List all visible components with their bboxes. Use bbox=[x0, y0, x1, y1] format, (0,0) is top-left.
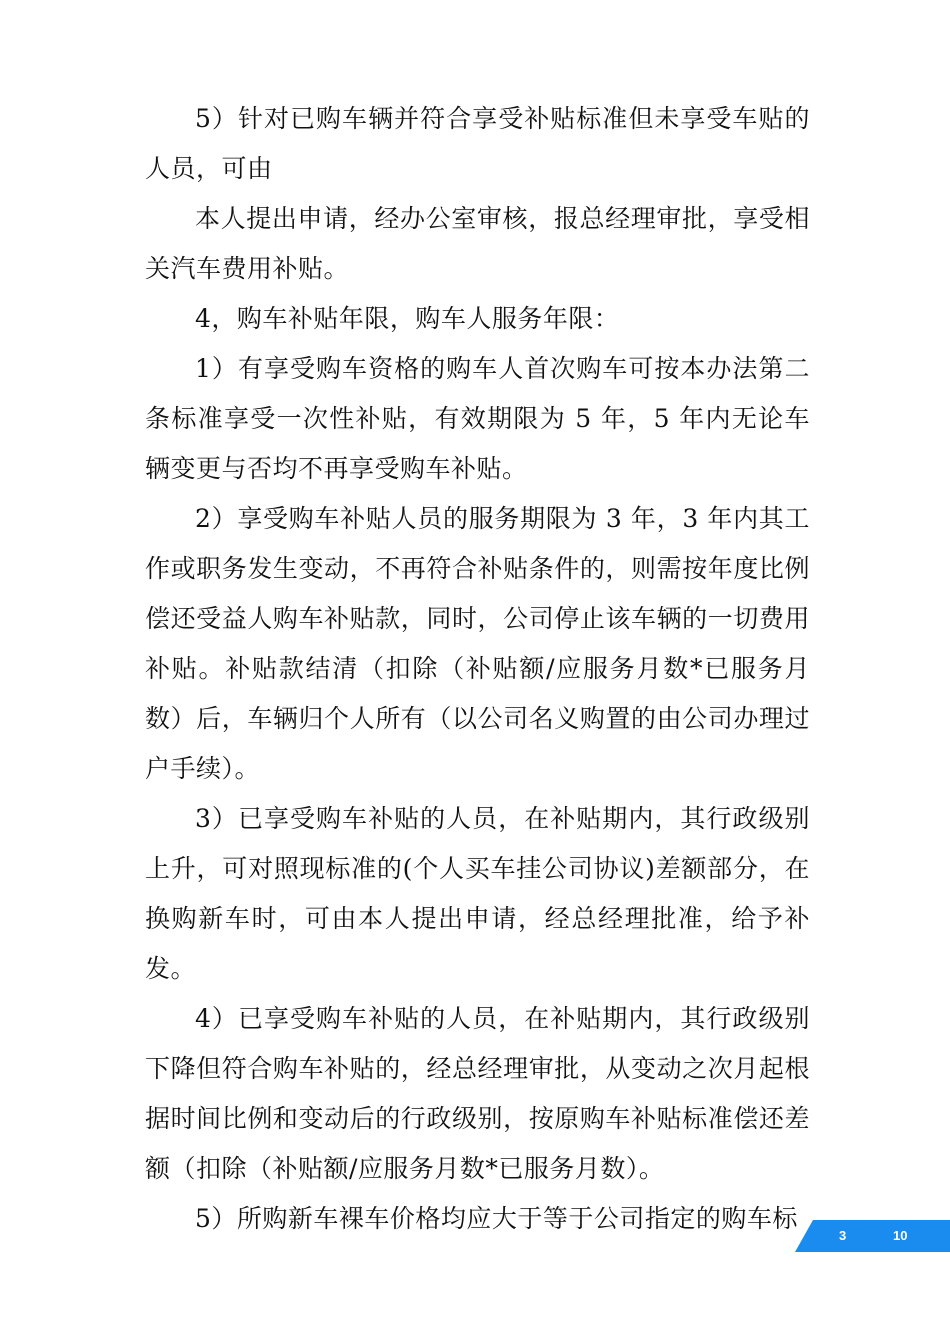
page-band-shape bbox=[795, 1220, 950, 1252]
total-page-count: 10 bbox=[893, 1228, 908, 1243]
paragraph: 3）已享受购车补贴的人员，在补贴期内，其行政级别上升，可对照现标准的(个人买车挂公司协议)差额部分，在换购新车时，可由本人提出申请，经总经理批准，给予补发。 bbox=[145, 804, 810, 983]
paragraph: 1）有享受购车资格的购车人首次购车可按本办法第二条标准享受一次性补贴，有效期限为 5 年，5 年内无论车辆变更与否均不再享受购车补贴。 bbox=[145, 354, 810, 483]
current-page-number: 3 bbox=[839, 1228, 847, 1243]
paragraph: 5）所购新车裸车价格均应大于等于公司指定的购车标 bbox=[195, 1204, 798, 1233]
paragraph: 本人提出申请，经办公室审核，报总经理审批，享受相关汽车费用补贴。 bbox=[145, 204, 810, 283]
paragraph: 2）享受购车补贴人员的服务期限为 3 年，3 年内其工作或职务发生变动，不再符合补贴条件的，则需按年度比例偿还受益人购车补贴款，同时，公司停止该车辆的一切费用补贴。补贴款结清（扣除（补贴额/应服务月数*已服务月数）后，车辆归个人所有（以公司名义购置的由公司办理过户手续）。 bbox=[145, 504, 810, 783]
paragraph: 4，购车补贴年限，购车人服务年限： bbox=[195, 304, 620, 333]
document-body bbox=[145, 94, 810, 1244]
paragraph: 4）已享受购车补贴的人员，在补贴期内，其行政级别下降但符合购车补贴的，经总经理审批，从变动之次月起根据时间比例和变动后的行政级别，按原购车补贴标准偿还差额（扣除（补贴额/应服务月数*已服务月数）。 bbox=[145, 1004, 810, 1183]
paragraph: 5）针对已购车辆并符合享受补贴标准但未享受车贴的人员，可由 bbox=[145, 104, 810, 183]
page-number-band bbox=[795, 1220, 950, 1252]
